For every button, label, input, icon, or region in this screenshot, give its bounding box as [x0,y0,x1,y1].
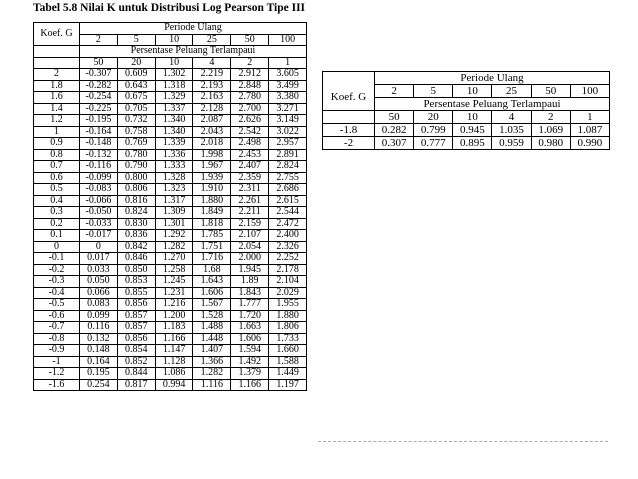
table-row [34,322,307,334]
k-value-cell: 1.337 [155,103,193,115]
k-value-cell: 0.850 [117,264,155,276]
k-value-cell: 1.166 [231,379,269,391]
persen-value: 1 [570,111,609,124]
k-value-cell: 1.318 [155,80,193,92]
koef-g-cell: 1.8 [34,80,80,92]
k-value-cell: 1.301 [155,218,193,230]
k-value-cell: 0.307 [375,137,414,150]
table-row [34,287,307,299]
k-value-cell: 1.849 [193,207,231,219]
header-row-persentase [34,46,307,58]
k-value-cell: 1.407 [193,345,231,357]
persentase-header: Persentase Peluang Terlampaui [375,98,610,111]
k-value-cell: 2.498 [231,138,269,150]
k-value-cell: 0 [80,241,118,253]
k-value-cell: 0.033 [80,264,118,276]
k-value-cell: 0.836 [117,230,155,242]
k-value-cell: 1.329 [155,92,193,104]
k-value-cell: 1.147 [155,345,193,357]
k-value-cell: 0.066 [80,287,118,299]
k-value-cell: 2.018 [193,138,231,150]
k-value-cell: 2.891 [269,149,307,161]
k-value-cell: 0.609 [117,69,155,81]
koef-g-cell: -0.3 [34,276,80,288]
k-value-table-main [33,22,307,391]
k-value-cell: 1.231 [155,287,193,299]
k-value-cell: 1.328 [155,172,193,184]
periode-value: 10 [155,34,193,46]
k-value-cell: 1.366 [193,356,231,368]
k-value-cell: 3.271 [269,103,307,115]
koef-g-cell: -0.9 [34,345,80,357]
k-value-cell: 1.720 [231,310,269,322]
koef-g-cell: 1 [34,126,80,138]
table-row [34,115,307,127]
k-value-cell: 1.89 [231,276,269,288]
header-row-periode [34,23,307,35]
persen-value: 10 [453,111,492,124]
k-value-cell: -0.282 [80,80,118,92]
k-value-cell: -0.017 [80,230,118,242]
k-value-cell: 0.830 [117,218,155,230]
koef-g-cell: 1.2 [34,115,80,127]
periode-value: 50 [231,34,269,46]
k-value-cell: 1.323 [155,184,193,196]
k-value-cell: 2.219 [193,69,231,81]
k-value-cell: 3.605 [269,69,307,81]
k-value-cell: 0.790 [117,161,155,173]
k-value-cell: -0.132 [80,149,118,161]
k-value-cell: -0.066 [80,195,118,207]
k-value-cell: 2.848 [231,80,269,92]
k-value-cell: 1.818 [193,218,231,230]
k-value-cell: 1.998 [193,149,231,161]
persentase-header: Persentase Peluang Terlampaui [80,46,307,58]
table-row [34,368,307,380]
k-value-cell: 1.449 [269,368,307,380]
k-value-cell: 2.054 [231,241,269,253]
k-value-cell: 0.195 [80,368,118,380]
k-value-cell: 1.086 [155,368,193,380]
k-value-cell: -0.033 [80,218,118,230]
k-value-cell: 1.606 [231,333,269,345]
k-value-cell: 3.499 [269,80,307,92]
k-value-cell: 1.945 [231,264,269,276]
k-value-cell: 1.216 [155,299,193,311]
k-value-cell: 1.910 [193,184,231,196]
k-value-cell: 1.128 [155,356,193,368]
k-value-cell: -0.148 [80,138,118,150]
k-value-cell: 0.282 [375,124,414,137]
k-value-cell: 1.333 [155,161,193,173]
k-value-cell: 1.785 [193,230,231,242]
k-value-cell: 0.824 [117,207,155,219]
k-value-cell: 0.857 [117,322,155,334]
k-value-table-side [322,71,610,150]
table-row [34,69,307,81]
koef-g-cell: 0.3 [34,207,80,219]
table-row [34,310,307,322]
koef-g-header-blank [34,57,80,69]
k-value-cell: 1.245 [155,276,193,288]
k-value-cell: 0.769 [117,138,155,150]
k-value-cell: 2.359 [231,172,269,184]
k-value-cell: 1.282 [155,241,193,253]
k-value-cell: 0.945 [453,124,492,137]
k-value-cell: 1.843 [231,287,269,299]
k-value-cell: 2.000 [231,253,269,265]
k-value-cell: 1.880 [269,310,307,322]
table-row [34,80,307,92]
k-value-cell: 2.043 [193,126,231,138]
koef-g-cell: 0.1 [34,230,80,242]
k-value-cell: 1.200 [155,310,193,322]
header-row-persen-values [34,57,307,69]
koef-g-cell: 0.2 [34,218,80,230]
k-value-cell: 1.733 [269,333,307,345]
k-value-cell: 0.675 [117,92,155,104]
table-row [34,333,307,345]
k-value-cell: 1.258 [155,264,193,276]
table-row [34,253,307,265]
k-value-cell: 2.912 [231,69,269,81]
koef-g-cell: 0.5 [34,184,80,196]
k-value-cell: 1.488 [193,322,231,334]
k-value-cell: 2.311 [231,184,269,196]
k-value-cell: 2.824 [269,161,307,173]
k-value-cell: 3.022 [269,126,307,138]
koef-g-cell: -0.5 [34,299,80,311]
k-value-cell: -0.099 [80,172,118,184]
koef-g-cell: -0.7 [34,322,80,334]
k-value-cell: -0.116 [80,161,118,173]
k-value-cell: 2.029 [269,287,307,299]
k-value-cell: 2.193 [193,80,231,92]
k-value-cell: 1.660 [269,345,307,357]
k-value-cell: 0.990 [570,137,609,150]
table-row [34,149,307,161]
k-value-cell: -0.195 [80,115,118,127]
k-value-cell: 0.643 [117,80,155,92]
koef-g-cell: 0.7 [34,161,80,173]
k-value-cell: 0.099 [80,310,118,322]
koef-g-cell: -1 [34,356,80,368]
k-value-cell: 0.017 [80,253,118,265]
k-value-cell: 2.615 [269,195,307,207]
periode-value: 2 [80,34,118,46]
k-value-cell: 2.407 [231,161,269,173]
persen-value: 2 [231,57,269,69]
k-value-cell: 1.643 [193,276,231,288]
persen-value: 10 [155,57,193,69]
periode-value: 50 [531,85,570,98]
periode-ulang-header: Periode Ulang [375,72,610,85]
k-value-cell: 0.780 [117,149,155,161]
k-value-cell: 1.336 [155,149,193,161]
k-value-cell: 2.400 [269,230,307,242]
k-value-cell: 1.880 [193,195,231,207]
koef-g-cell: -1.6 [34,379,80,391]
table-row [34,218,307,230]
persen-value: 50 [80,57,118,69]
k-value-cell: 1.069 [531,124,570,137]
k-value-cell: 2.104 [269,276,307,288]
koef-g-cell: -0.4 [34,287,80,299]
k-value-cell: 3.380 [269,92,307,104]
k-value-cell: 0.856 [117,333,155,345]
table-row [34,264,307,276]
k-value-cell: 0.842 [117,241,155,253]
koef-g-cell: -2 [323,137,375,150]
k-value-cell: 0.853 [117,276,155,288]
table-row [34,207,307,219]
k-value-cell: 1.955 [269,299,307,311]
k-value-cell: 0.856 [117,299,155,311]
k-value-cell: 1.302 [155,69,193,81]
k-value-cell: 1.806 [269,322,307,334]
dashed-divider [318,441,608,442]
k-value-cell: 2.453 [231,149,269,161]
k-value-cell: 2.626 [231,115,269,127]
table-row [34,230,307,242]
k-value-cell: 1.448 [193,333,231,345]
k-value-cell: 3.149 [269,115,307,127]
k-value-cell: 0.994 [155,379,193,391]
k-value-cell: 0.800 [117,172,155,184]
k-value-cell: -0.164 [80,126,118,138]
k-value-cell: 1.379 [231,368,269,380]
table-row [323,137,610,150]
k-value-cell: 0.852 [117,356,155,368]
k-value-cell: 2.700 [231,103,269,115]
k-value-cell: 1.339 [155,138,193,150]
k-value-cell: 1.309 [155,207,193,219]
k-value-cell: 0.777 [414,137,453,150]
table-row [34,379,307,391]
periode-value: 5 [414,85,453,98]
koef-g-cell: -0.2 [34,264,80,276]
header-row-periode-values [323,85,610,98]
k-value-cell: 0.854 [117,345,155,357]
k-value-cell: 2.472 [269,218,307,230]
koef-g-header-top-blank [323,72,375,85]
k-value-cell: 0.116 [80,322,118,334]
k-value-cell: 1.492 [231,356,269,368]
koef-g-cell: 2 [34,69,80,81]
k-value-cell: 1.939 [193,172,231,184]
k-value-cell: 0.799 [414,124,453,137]
k-value-cell: 0.705 [117,103,155,115]
periode-value: 100 [269,34,307,46]
table-row [34,103,307,115]
table-row [34,138,307,150]
persen-value: 50 [375,111,414,124]
k-value-cell: 2.755 [269,172,307,184]
koef-g-cell: 1.6 [34,92,80,104]
k-value-cell: 0.895 [453,137,492,150]
koef-g-header-blank [34,46,80,58]
k-value-cell: 1.663 [231,322,269,334]
table-row [34,356,307,368]
k-value-cell: -0.307 [80,69,118,81]
k-value-cell: 0.846 [117,253,155,265]
k-value-cell: 0.132 [80,333,118,345]
k-value-cell: 2.087 [193,115,231,127]
k-value-cell: 1.68 [193,264,231,276]
k-value-cell: 1.197 [269,379,307,391]
periode-value: 10 [453,85,492,98]
k-value-cell: 0.758 [117,126,155,138]
k-value-cell: 0.817 [117,379,155,391]
table-row [323,124,610,137]
persen-value: 20 [117,57,155,69]
k-value-cell: 2.252 [269,253,307,265]
k-value-cell: 1.166 [155,333,193,345]
k-value-cell: 2.128 [193,103,231,115]
k-value-cell: 2.957 [269,138,307,150]
k-value-cell: 2.178 [269,264,307,276]
header-row-periode [323,72,610,85]
k-value-cell: 2.780 [231,92,269,104]
k-value-cell: 2.542 [231,126,269,138]
k-value-cell: 2.163 [193,92,231,104]
k-value-cell: 1.282 [193,368,231,380]
koef-g-cell: -0.8 [34,333,80,345]
koef-g-cell: -0.1 [34,253,80,265]
periode-value: 2 [375,85,414,98]
koef-g-cell: 0.9 [34,138,80,150]
periode-value: 25 [193,34,231,46]
periode-value: 25 [492,85,531,98]
k-value-cell: -0.254 [80,92,118,104]
k-value-cell: 1.528 [193,310,231,322]
k-value-cell: 1.340 [155,126,193,138]
k-value-cell: 0.816 [117,195,155,207]
k-value-cell: 2.326 [269,241,307,253]
table-row [34,184,307,196]
k-value-cell: 1.967 [193,161,231,173]
k-value-cell: 0.855 [117,287,155,299]
k-value-cell: 0.148 [80,345,118,357]
k-value-cell: 1.116 [193,379,231,391]
table-row [34,345,307,357]
k-value-cell: 1.588 [269,356,307,368]
k-value-cell: 1.087 [570,124,609,137]
persen-value: 20 [414,111,453,124]
k-value-cell: 0.980 [531,137,570,150]
k-value-cell: 0.806 [117,184,155,196]
k-value-cell: 0.959 [492,137,531,150]
k-value-cell: 1.317 [155,195,193,207]
periode-ulang-header: Periode Ulang [80,23,307,35]
persen-value: 4 [193,57,231,69]
table-title: Tabel 5.8 Nilai K untuk Distribusi Log Pearson Tipe III [33,2,306,14]
k-value-cell: 1.751 [193,241,231,253]
koef-g-cell: 1.4 [34,103,80,115]
k-value-cell: 1.035 [492,124,531,137]
k-value-cell: 1.777 [231,299,269,311]
k-value-cell: 1.594 [231,345,269,357]
koef-g-cell: -0.6 [34,310,80,322]
koef-g-header: Koef. G [323,85,375,111]
table-row [34,172,307,184]
k-value-cell: 1.183 [155,322,193,334]
k-value-cell: 1.292 [155,230,193,242]
table-row [34,299,307,311]
k-value-cell: 2.686 [269,184,307,196]
k-value-cell: -0.083 [80,184,118,196]
table-row [34,126,307,138]
table-row [34,161,307,173]
table-row [34,276,307,288]
persen-value: 2 [531,111,570,124]
table-row [34,195,307,207]
k-value-cell: 0.732 [117,115,155,127]
k-value-cell: 0.857 [117,310,155,322]
k-value-cell: 2.211 [231,207,269,219]
k-value-cell: 1.716 [193,253,231,265]
koef-g-header: Koef. G [34,23,80,46]
k-value-cell: 0.254 [80,379,118,391]
koef-g-cell: 0 [34,241,80,253]
periode-value: 5 [117,34,155,46]
table-row [34,92,307,104]
koef-g-cell: 0.8 [34,149,80,161]
k-value-cell: -0.050 [80,207,118,219]
table-row [34,241,307,253]
k-value-cell: 2.159 [231,218,269,230]
koef-g-header-blank [323,111,375,124]
k-value-cell: 0.083 [80,299,118,311]
k-value-cell: 0.844 [117,368,155,380]
header-row-persen-values [323,111,610,124]
k-value-cell: 0.164 [80,356,118,368]
persen-value: 4 [492,111,531,124]
k-value-cell: 1.567 [193,299,231,311]
periode-value: 100 [570,85,609,98]
k-value-cell: 1.606 [193,287,231,299]
k-value-cell: 1.340 [155,115,193,127]
k-value-cell: -0.225 [80,103,118,115]
k-value-cell: 2.544 [269,207,307,219]
k-value-cell: 0.050 [80,276,118,288]
k-value-cell: 1.270 [155,253,193,265]
koef-g-cell: 0.6 [34,172,80,184]
k-value-cell: 2.107 [231,230,269,242]
koef-g-cell: -1.2 [34,368,80,380]
koef-g-cell: -1.8 [323,124,375,137]
koef-g-cell: 0.4 [34,195,80,207]
persen-value: 1 [269,57,307,69]
k-value-cell: 2.261 [231,195,269,207]
